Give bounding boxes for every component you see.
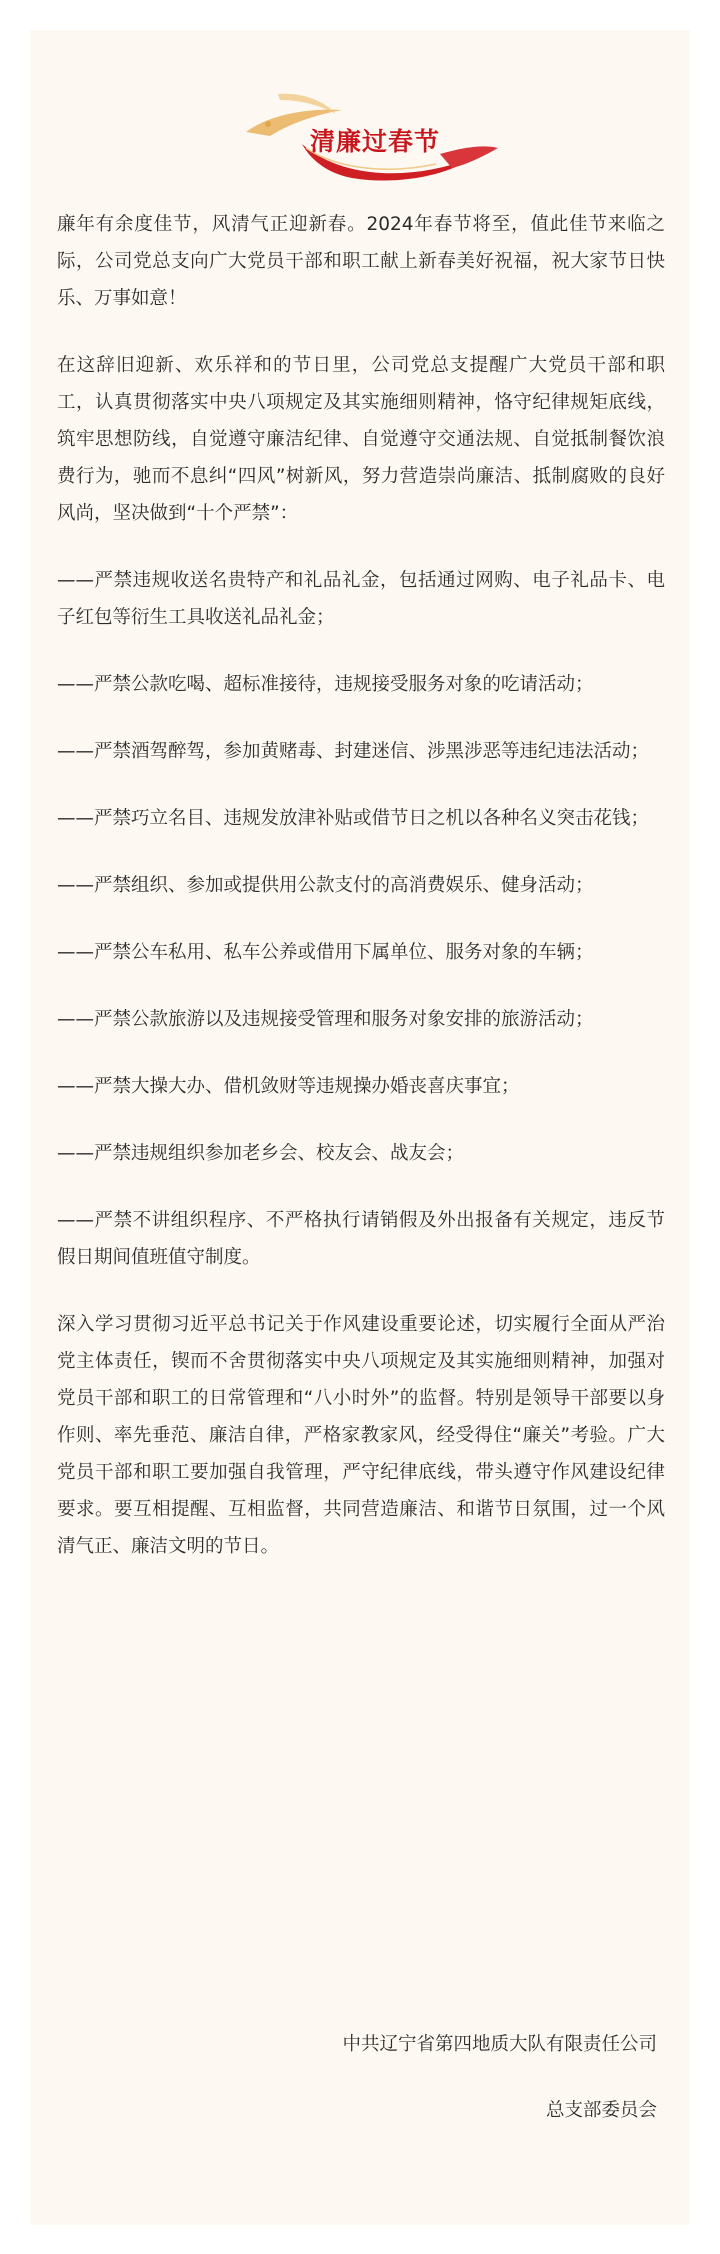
reminder-paragraph: 在这辞旧迎新、欢乐祥和的节日里，公司党总支提醒广大党员干部和职工，认真贯彻落实中央八项规定及其实施细则精神，恪守纪律规矩底线，筑牢思想防线，自觉遵守廉洁纪律、自觉遵守交通法规、自觉抵制餐饮浪费行为，驰而不息纠“四风”树新风，努力营造崇尚廉洁、抵制腐败的良好风尚，坚决做到“十个严禁”： xyxy=(57,355,665,524)
signature-department: 总支部委员会 xyxy=(545,2100,657,2121)
ban-item: ——严禁公款吃喝、超标准接待，违规接受服务对象的吃请活动； xyxy=(57,674,594,695)
ban-item: ——严禁大操大办、借机敛财等违规操办婚丧喜庆事宜； xyxy=(57,1076,520,1097)
ten-bans-list xyxy=(57,562,665,1276)
page-title: 清廉过春节 xyxy=(310,127,441,156)
article-sheet xyxy=(30,30,690,2225)
article-body xyxy=(57,206,665,1595)
ban-item: ——严禁公车私用、私车公养或借用下属单位、服务对象的车辆； xyxy=(57,942,594,963)
ban-item: ——严禁违规收送名贵特产和礼品礼金，包括通过网购、电子礼品卡、电子红包等衍生工具收送礼品礼金； xyxy=(57,570,665,628)
closing-paragraph: 深入学习贯彻习近平总书记关于作风建设重要论述，切实履行全面从严治党主体责任，锲而不舍贯彻落实中央八项规定及其实施细则精神，加强对党员干部和职工的日常管理和“八小时外”的监督。特别是领导干部要以身作则、率先垂范、廉洁自律，严格家教家风，经受得住“廉关”考验。广大党员干部和职工要加强自我管理，严守纪律底线，带头遵守作风建设纪律要求。要互相提醒、互相监督，共同营造廉洁、和谐节日氛围，过一个风清气正、廉洁文明的节日。 xyxy=(57,1314,665,1557)
ban-item: ——严禁组织、参加或提供用公款支付的高消费娱乐、健身活动； xyxy=(57,875,594,896)
ban-item: ——严禁不讲组织程序、不严格执行请销假及外出报备有关规定，违反节假日期间值班值守制度。 xyxy=(57,1210,665,1268)
ban-item: ——严禁酒驾醉驾，参加黄赌毒、封建迷信、涉黑涉恶等违纪违法活动； xyxy=(57,741,650,762)
ban-item: ——严禁违规组织参加老乡会、校友会、战友会； xyxy=(57,1143,465,1164)
signature-organization: 中共辽宁省第四地质大队有限责任公司 xyxy=(342,2034,657,2055)
intro-paragraph: 廉年有余度佳节，风清气正迎新春。2024年春节将至，值此佳节来临之际，公司党总支向广大党员干部和职工献上新春美好祝福，祝大家节日快乐、万事如意！ xyxy=(57,214,665,309)
header-banner xyxy=(30,74,690,194)
ban-item: ——严禁公款旅游以及违规接受管理和服务对象安排的旅游活动； xyxy=(57,1009,594,1030)
ban-item: ——严禁巧立名目、违规发放津补贴或借节日之机以各种名义突击花钱； xyxy=(57,808,650,829)
